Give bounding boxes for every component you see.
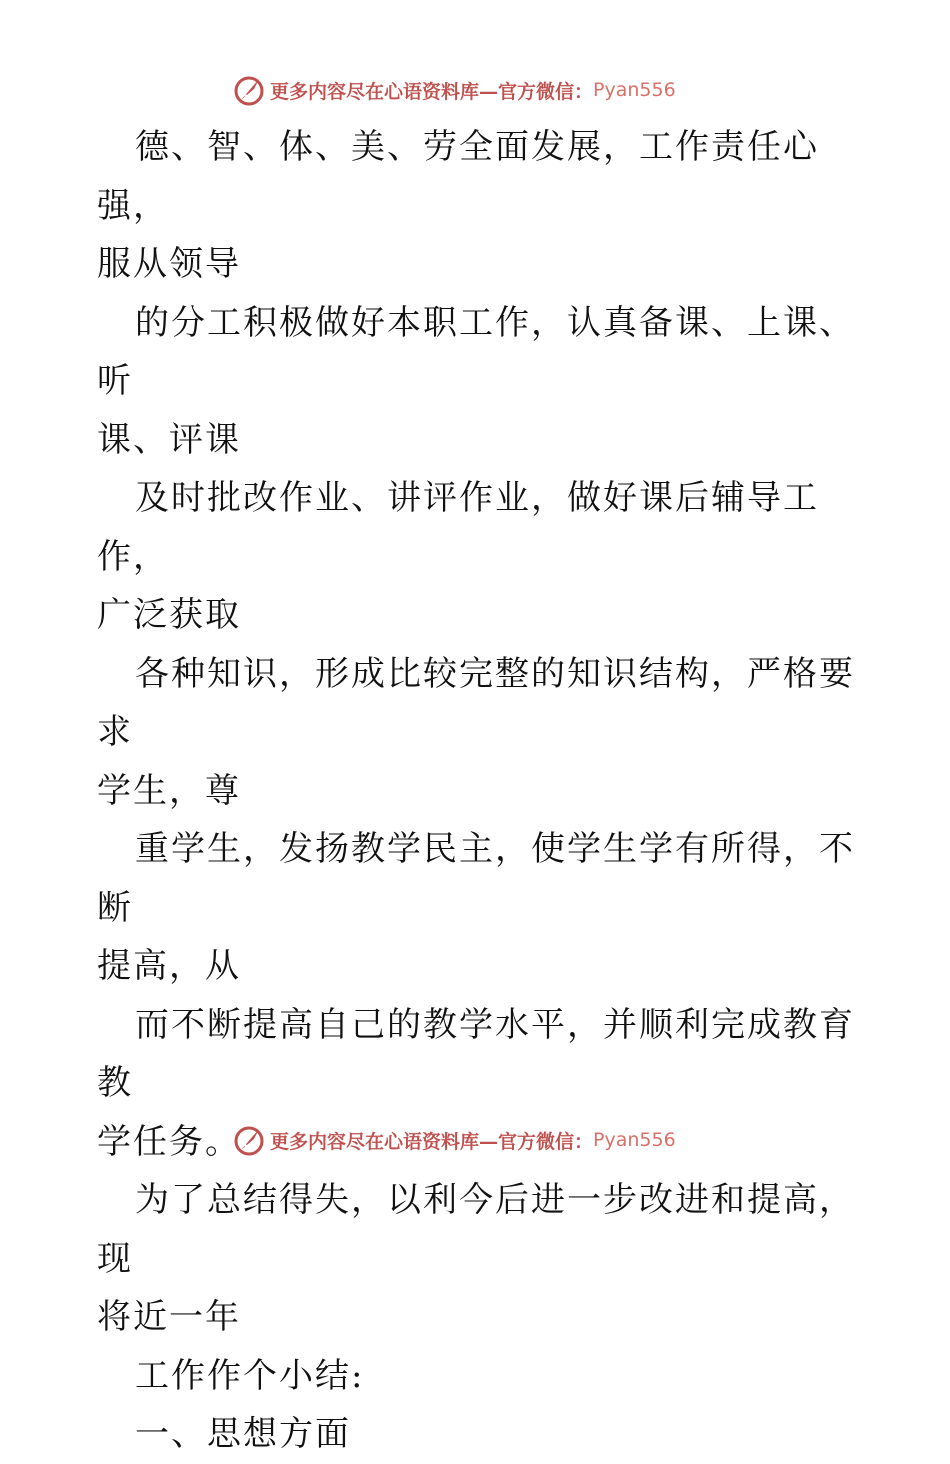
body-line: 各种知识，形成比较完整的知识结构，严格要求	[97, 653, 855, 752]
body-line: 广泛获取	[97, 595, 241, 635]
banner-wechat-handle: Pyan556	[593, 1129, 676, 1151]
body-line: 德、智、体、美、劳全面发展，工作责任心强，	[97, 127, 819, 226]
body-line: 及时批改作业、讲评作业，做好课后辅导工作，	[97, 478, 819, 577]
body-line: 的分工积极做好本职工作，认真备课、上课、听	[97, 302, 855, 401]
body-line: 学任务。	[97, 1121, 241, 1162]
banner-site-text: 更多内容尽在心语资料库—官方微信：	[270, 1130, 594, 1153]
body-line: 工作作个小结:	[135, 1355, 365, 1396]
quill-pen-logo-icon	[232, 1123, 266, 1157]
body-line: 服从领导	[97, 244, 241, 284]
section-heading: 一、思想方面	[135, 1414, 351, 1454]
body-line: 课、评课	[97, 419, 241, 460]
document-body	[97, 118, 867, 1464]
body-line: 而不断提高自己的教学水平，并顺利完成教育教	[97, 1004, 855, 1103]
body-line: 学生，尊	[97, 770, 241, 811]
quill-pen-logo-icon	[232, 73, 266, 107]
header-watermark-banner	[232, 72, 752, 108]
banner-site-text: 更多内容尽在心语资料库—官方微信：	[270, 80, 594, 103]
body-line: 为了总结得失，以利今后进一步改进和提高，现	[97, 1180, 855, 1279]
body-line: 将近一年	[97, 1297, 241, 1337]
body-line: 重学生，发扬教学民主，使学生学有所得，不断	[97, 829, 855, 928]
banner-wechat-handle: Pyan556	[593, 79, 676, 101]
footer-watermark-banner	[232, 1122, 752, 1158]
body-line: 提高，从	[97, 946, 241, 986]
